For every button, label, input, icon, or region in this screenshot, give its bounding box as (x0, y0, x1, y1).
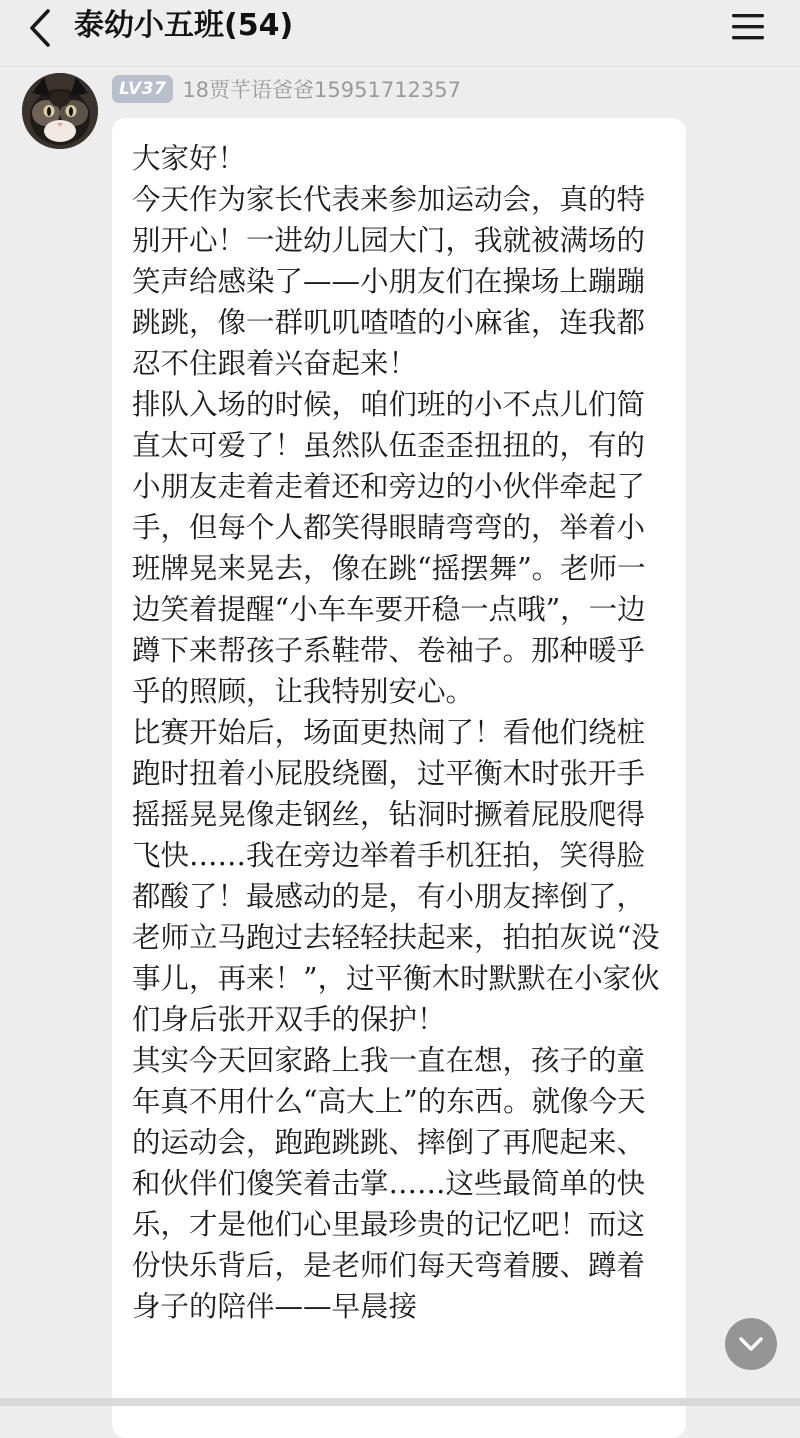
message-paragraph: 其实今天回家路上我一直在想，孩子的童年真不用什么“高大上”的东西。就像今天的运动会，跑跑跳跳、摔倒了再爬起来、和伙伴们傻笑着击掌……这些最简单的快乐，才是他们心里最珍贵的记忆吧！而这份快乐背后，是老师们每天弯着腰、蹲着身子的陪伴——早晨接 (132, 1044, 646, 1323)
chevron-down-icon (725, 1318, 777, 1370)
menu-button[interactable] (726, 8, 770, 48)
bottom-edge (0, 1398, 800, 1406)
avatar[interactable] (22, 73, 98, 149)
message-paragraph: 排队入场的时候，咱们班的小不点儿们简直太可爱了！虽然队伍歪歪扭扭的，有的小朋友走着走着还和旁边的小伙伴牵起了手，但每个人都笑得眼睛弯弯的，举着小班牌晃来晃去，像在跳“摇摆舞”。老师一边笑着提醒“小车车要开稳一点哦”，一边蹲下来帮孩子系鞋带、卷袖子。那种暖乎乎的照顾，让我特别安心。 (132, 388, 646, 708)
message-paragraph: 比赛开始后，场面更热闹了！看他们绕桩跑时扭着小屁股绕圈，过平衡木时张开手摇摇晃晃像走钢丝，钻洞时撅着屁股爬得飞快……我在旁边举着手机狂拍，笑得脸都酸了！最感动的是，有小朋友摔倒了，老师立马跑过去轻轻扶起来，拍拍灰说“没事儿，再来！”，过平衡木时默默在小家伙们身后张开双手的保护！ (132, 716, 660, 1036)
message-paragraph: 今天作为家长代表来参加运动会，真的特别开心！一进幼儿园大门，我就被满场的笑声给感染了——小朋友们在操场上蹦蹦跳跳，像一群叽叽喳喳的小麻雀，连我都忍不住跟着兴奋起来！ (132, 183, 646, 380)
message-text (112, 118, 686, 1327)
level-badge: LV37 (112, 75, 173, 103)
hamburger-menu-icon (726, 8, 770, 48)
cat-photo-avatar (22, 73, 98, 149)
scroll-to-bottom-button[interactable] (725, 1318, 777, 1370)
chat-header (0, 0, 800, 67)
chevron-left-icon (20, 6, 64, 50)
sender-name[interactable]: 18贾芊语爸爸15951712357 (182, 78, 462, 102)
sender-info (112, 74, 461, 104)
message-bubble[interactable] (112, 118, 686, 1438)
back-button[interactable] (20, 6, 64, 50)
chat-title: 泰幼小五班(54) (74, 8, 294, 43)
message-paragraph: 大家好！ (132, 142, 247, 175)
